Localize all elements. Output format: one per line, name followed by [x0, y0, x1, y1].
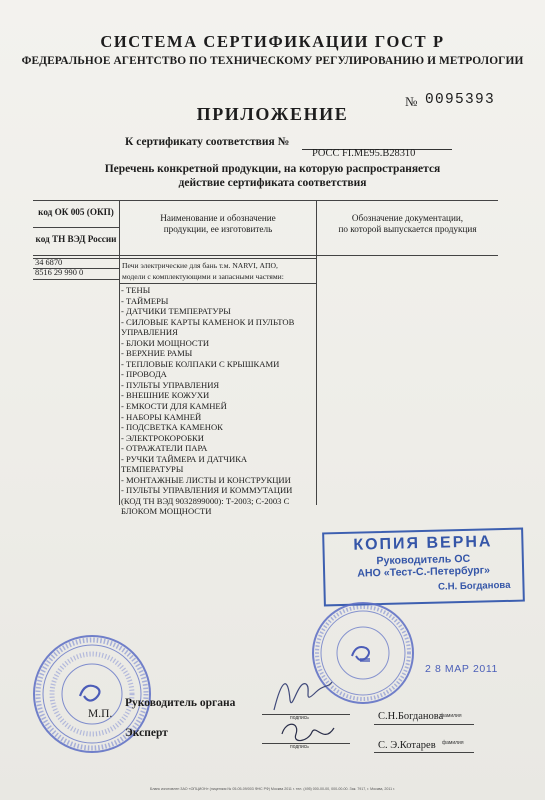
component-list [121, 285, 336, 517]
component-list-item: - БЛОКИ МОЩНОСТИ [121, 337, 210, 348]
head-signature-scribble [268, 670, 338, 715]
component-list-item: - ПУЛЬТЫ УПРАВЛЕНИЯ И КОММУТАЦИИ [121, 485, 293, 496]
stamp-line-3: АНО «Тест-С.-Петербург» [357, 564, 491, 580]
component-list-item: УПРАВЛЕНИЯ [121, 327, 178, 338]
component-list-item: - МОНТАЖНЫЕ ЛИСТЫ И КОНСТРУКЦИИ [121, 474, 291, 485]
number-label: № [405, 94, 418, 109]
table-top-border [33, 200, 498, 201]
stamp-line-1: КОПИЯ ВЕРНА [353, 533, 493, 554]
stamp-line-2: Руководитель ОС [376, 552, 471, 568]
component-list-item: - НАБОРЫ КАМНЕЙ [121, 411, 202, 422]
component-list-item: - ТАЙМЕРЫ [121, 295, 169, 306]
form-number: 0095393 [425, 92, 496, 108]
expert-label: Эксперт [125, 727, 168, 739]
tnved-header: код ТН ВЭД России [35, 234, 117, 244]
head-surname-caption: фамилия [440, 713, 462, 719]
component-list-item: - СИЛОВЫЕ КАРТЫ КАМЕНОК И ПУЛЬТОВ [121, 316, 295, 327]
head-name-line [374, 724, 474, 725]
component-list-item: - ПОДСВЕТКА КАМЕНОК [121, 422, 223, 433]
stamp-place-label: М.П. [88, 708, 113, 720]
agency-title: ФЕДЕРАЛЬНОЕ АГЕНТСТВО ПО ТЕХНИЧЕСКОМУ РЕГУЛИРОВАНИЮ И МЕТРОЛОГИИ [21, 55, 524, 67]
product-row-top [119, 258, 316, 259]
component-list-item: - ВНЕШНИЕ КОЖУХИ [121, 390, 210, 401]
docs-header-1: Обозначение документации, [351, 213, 464, 223]
component-list-item: - ТЕПЛОВЫЕ КОЛПАКИ С КРЫШКАМИ [121, 358, 280, 369]
subtitle-line-2: действие сертификата соответствия [178, 177, 367, 189]
expert-surname-caption: фамилия [442, 740, 464, 746]
expert-name-line [374, 752, 474, 753]
certificate-number: РОСС FI.МЕ95.В28310 [312, 148, 416, 159]
code-header-divider [33, 227, 119, 228]
stamp-line-4: С.Н. Богданова [437, 579, 511, 593]
component-list-item: - РУЧКИ ТАЙМЕРА И ДАТЧИКА [121, 453, 248, 464]
expert-signature-caption: подпись [290, 744, 309, 750]
component-list-item: - ОТРАЖАТЕЛИ ПАРА [121, 443, 208, 454]
expert-name: С. Э.Котарев [378, 740, 436, 751]
component-list-item: - ЕМКОСТИ ДЛЯ КАМНЕЙ [121, 401, 227, 412]
component-list-item: - ПУЛЬТЫ УПРАВЛЕНИЯ [121, 379, 220, 390]
code-row-bottom [33, 279, 119, 280]
product-description-2: модели с комплектующими и запасными частями: [122, 272, 284, 281]
certificate-label: К сертификату соответствия № [125, 136, 290, 148]
system-title: СИСТЕМА СЕРТИФИКАЦИИ ГОСТ Р [100, 32, 445, 51]
form-footer: Бланк изготовлен ЗАО «ОПЦИОН» (лицензия № 05-05-09/003 ФНС РФ) Москва 2011 г. тел. (495) 000-00-00, 000-00-00. Зак. 7917, г. Москва, 2011 г. [150, 787, 395, 791]
tnved-code: 8516 29 990 0 [35, 268, 84, 277]
component-list-item: - ЭЛЕКТРОКОРОБКИ [121, 432, 204, 443]
head-label: Руководитель органа [125, 697, 236, 709]
component-list-item: - ТЕНЫ [121, 285, 151, 295]
docs-header-2: по которой выпускается продукция [338, 224, 477, 234]
subtitle-line-1: Перечень конкретной продукции, на которую распространяется [104, 163, 441, 175]
okp-code: 34 6870 [35, 258, 63, 267]
component-list-item: БЛОКОМ МОЩНОСТИ [121, 506, 212, 517]
component-list-item: - ВЕРХНИЕ РАМЫ [121, 348, 193, 359]
document-title: ПРИЛОЖЕНИЕ [196, 104, 349, 124]
component-list-item: (КОД ТН ВЭД 9032899000): Т-2003; С-2003 С [121, 495, 290, 506]
component-list-item: ТЕМПЕРАТУРЫ [121, 464, 184, 475]
product-header-2: продукции, ее изготовитель [163, 224, 273, 234]
head-name: С.Н.Богданова [378, 711, 444, 722]
head-signature-caption: подпись [290, 715, 309, 721]
component-list-item: - ДАТЧИКИ ТЕМПЕРАТУРЫ [121, 306, 231, 317]
product-row-bottom [119, 283, 316, 284]
date-stamp: 2 8 МАР 2011 [425, 663, 498, 675]
copy-verified-stamp [322, 528, 525, 607]
component-list-item: - ПРОВОДА [121, 369, 167, 380]
product-header-1: Наименование и обозначение [160, 213, 276, 223]
table-header-border [33, 255, 498, 256]
col-divider-1 [119, 200, 120, 505]
okp-header: код ОК 005 (ОКП) [38, 207, 114, 217]
product-description-1: Печи электрические для бань т.м. NARVI, АПО, [122, 261, 278, 270]
